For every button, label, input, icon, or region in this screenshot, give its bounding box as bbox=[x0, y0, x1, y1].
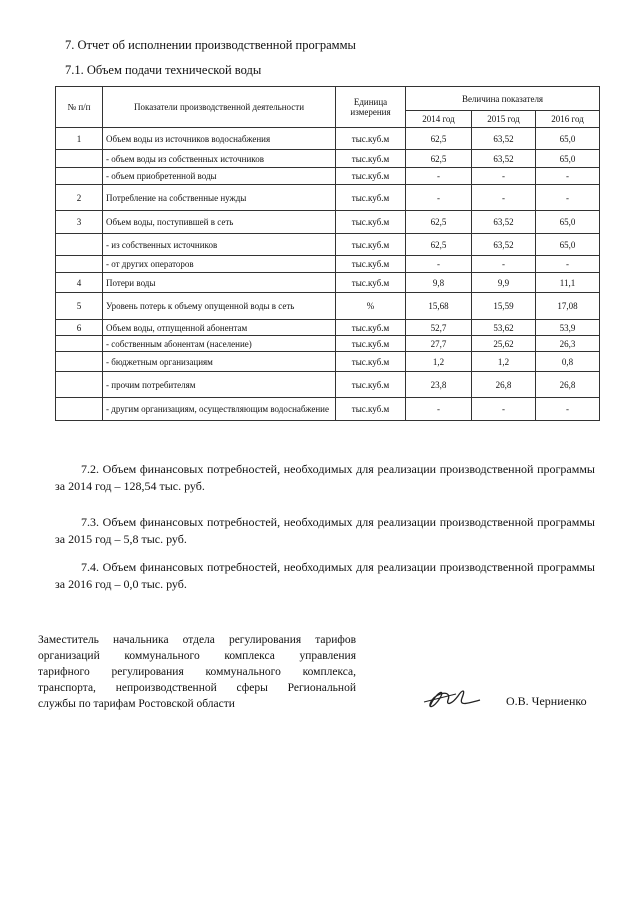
row-value-2016: 26,8 bbox=[536, 372, 600, 398]
paragraph-7-4: 7.4. Объем финансовых потребностей, необходимых для реализации производственной программы за 2016 год – 0,0 тыс. руб. bbox=[55, 560, 595, 591]
row-number bbox=[56, 234, 103, 256]
row-value-2016: 65,0 bbox=[536, 150, 600, 168]
row-value-2016: 17,08 bbox=[536, 293, 600, 320]
row-unit: % bbox=[336, 293, 406, 320]
row-label: - объем приобретенной воды bbox=[103, 168, 336, 185]
row-value-2015: - bbox=[472, 185, 536, 211]
row-unit: тыс.куб.м bbox=[336, 336, 406, 352]
row-value-2015: 25,62 bbox=[472, 336, 536, 352]
row-value-2015: 63,52 bbox=[472, 211, 536, 234]
row-value-2014: 62,5 bbox=[406, 211, 472, 234]
signatory-title bbox=[38, 632, 356, 712]
row-value-2014: - bbox=[406, 398, 472, 421]
section-7-1-heading: 7.1. Объем подачи технической воды bbox=[65, 63, 262, 77]
row-number bbox=[56, 150, 103, 168]
row-label: - от других операторов bbox=[103, 256, 336, 273]
row-label: Потребление на собственные нужды bbox=[103, 185, 336, 211]
row-value-2016: 11,1 bbox=[536, 273, 600, 293]
row-value-2015: 15,59 bbox=[472, 293, 536, 320]
table-row bbox=[56, 211, 600, 234]
row-number bbox=[56, 352, 103, 372]
row-unit: тыс.куб.м bbox=[336, 320, 406, 336]
row-number: 1 bbox=[56, 128, 103, 150]
row-unit: тыс.куб.м bbox=[336, 128, 406, 150]
signatory-line: службы по тарифам Ростовской области bbox=[38, 698, 235, 710]
row-value-2015: 63,52 bbox=[472, 150, 536, 168]
row-value-2016: - bbox=[536, 185, 600, 211]
table-row bbox=[56, 352, 600, 372]
row-label: Объем воды, поступившей в сеть bbox=[103, 211, 336, 234]
row-value-2014: 9,8 bbox=[406, 273, 472, 293]
table-row bbox=[56, 372, 600, 398]
col-indicator-header: Показатели производственной деятельности bbox=[103, 87, 336, 128]
row-value-2015: 63,52 bbox=[472, 128, 536, 150]
table-row bbox=[56, 185, 600, 211]
row-label: Потери воды bbox=[103, 273, 336, 293]
row-value-2014: 15,68 bbox=[406, 293, 472, 320]
row-value-2016: 65,0 bbox=[536, 234, 600, 256]
row-label: - объем воды из собственных источников bbox=[103, 150, 336, 168]
col-num-header: № п/п bbox=[56, 87, 103, 128]
signatory-line: организаций коммунального комплекса управления bbox=[38, 650, 356, 662]
table-header-row bbox=[56, 87, 600, 111]
section-7-heading: 7. Отчет об исполнении производственной программы bbox=[65, 38, 356, 52]
row-unit: тыс.куб.м bbox=[336, 234, 406, 256]
row-number: 2 bbox=[56, 185, 103, 211]
row-value-2016: 0,8 bbox=[536, 352, 600, 372]
row-value-2015: 9,9 bbox=[472, 273, 536, 293]
water-supply-table bbox=[55, 86, 600, 421]
row-unit: тыс.куб.м bbox=[336, 168, 406, 185]
row-unit: тыс.куб.м bbox=[336, 256, 406, 273]
row-value-2015: 1,2 bbox=[472, 352, 536, 372]
row-label: - бюджетным организациям bbox=[103, 352, 336, 372]
row-value-2015: - bbox=[472, 398, 536, 421]
year-2016-header: 2016 год bbox=[536, 111, 600, 128]
row-unit: тыс.куб.м bbox=[336, 185, 406, 211]
row-unit: тыс.куб.м bbox=[336, 150, 406, 168]
row-label: Уровень потерь к объему опущенной воды в сеть bbox=[103, 293, 336, 320]
row-value-2015: - bbox=[472, 168, 536, 185]
row-value-2014: - bbox=[406, 256, 472, 273]
row-value-2015: - bbox=[472, 256, 536, 273]
col-unit-header: Единица измерения bbox=[336, 87, 406, 128]
table-row bbox=[56, 168, 600, 185]
row-label: - другим организациям, осуществляющим водоснабжение bbox=[103, 398, 336, 421]
row-value-2016: - bbox=[536, 256, 600, 273]
row-value-2014: 62,5 bbox=[406, 150, 472, 168]
row-label: Объем воды из источников водоснабжения bbox=[103, 128, 336, 150]
row-value-2014: 1,2 bbox=[406, 352, 472, 372]
row-unit: тыс.куб.м bbox=[336, 398, 406, 421]
year-2015-header: 2015 год bbox=[472, 111, 536, 128]
row-value-2014: 27,7 bbox=[406, 336, 472, 352]
row-number bbox=[56, 256, 103, 273]
row-value-2016: - bbox=[536, 398, 600, 421]
table-row bbox=[56, 320, 600, 336]
row-label: Объем воды, отпущенной абонентам bbox=[103, 320, 336, 336]
signatory-line: Заместитель начальника отдела регулирования тарифов bbox=[38, 634, 356, 646]
row-label: - из собственных источников bbox=[103, 234, 336, 256]
row-number: 6 bbox=[56, 320, 103, 336]
row-label: - прочим потребителям bbox=[103, 372, 336, 398]
row-number bbox=[56, 372, 103, 398]
table-row bbox=[56, 234, 600, 256]
table-row bbox=[56, 336, 600, 352]
handwritten-signature-icon bbox=[422, 682, 484, 716]
table-row bbox=[56, 128, 600, 150]
paragraph-7-3: 7.3. Объем финансовых потребностей, необходимых для реализации производственной программы за 2015 год – 5,8 тыс. руб. bbox=[55, 515, 595, 546]
table-row bbox=[56, 273, 600, 293]
row-value-2014: - bbox=[406, 168, 472, 185]
row-number bbox=[56, 398, 103, 421]
row-unit: тыс.куб.м bbox=[336, 352, 406, 372]
signatory-line: тарифного регулирования коммунального комплекса, bbox=[38, 666, 356, 678]
row-value-2014: - bbox=[406, 185, 472, 211]
row-value-2015: 63,52 bbox=[472, 234, 536, 256]
row-unit: тыс.куб.м bbox=[336, 211, 406, 234]
row-value-2016: 65,0 bbox=[536, 128, 600, 150]
row-number: 5 bbox=[56, 293, 103, 320]
table-row bbox=[56, 256, 600, 273]
row-number: 3 bbox=[56, 211, 103, 234]
row-number: 4 bbox=[56, 273, 103, 293]
row-value-2015: 53,62 bbox=[472, 320, 536, 336]
row-value-2015: 26,8 bbox=[472, 372, 536, 398]
row-label: - собственным абонентам (население) bbox=[103, 336, 336, 352]
col-value-header: Величина показателя bbox=[406, 87, 600, 111]
year-2014-header: 2014 год bbox=[406, 111, 472, 128]
row-value-2016: 53,9 bbox=[536, 320, 600, 336]
row-value-2016: 65,0 bbox=[536, 211, 600, 234]
row-number bbox=[56, 336, 103, 352]
row-value-2014: 23,8 bbox=[406, 372, 472, 398]
table-row bbox=[56, 150, 600, 168]
row-value-2016: - bbox=[536, 168, 600, 185]
row-value-2014: 62,5 bbox=[406, 128, 472, 150]
table-row bbox=[56, 398, 600, 421]
signatory-line: транспорта, непроизводственной сферы Региональной bbox=[38, 682, 356, 694]
row-value-2014: 52,7 bbox=[406, 320, 472, 336]
row-value-2014: 62,5 bbox=[406, 234, 472, 256]
row-number bbox=[56, 168, 103, 185]
row-unit: тыс.куб.м bbox=[336, 372, 406, 398]
table-row bbox=[56, 293, 600, 320]
signatory-name: О.В. Черниенко bbox=[506, 694, 587, 708]
row-value-2016: 26,3 bbox=[536, 336, 600, 352]
row-unit: тыс.куб.м bbox=[336, 273, 406, 293]
paragraph-7-2: 7.2. Объем финансовых потребностей, необходимых для реализации производственной программы за 2014 год – 128,54 тыс. руб. bbox=[55, 462, 595, 493]
